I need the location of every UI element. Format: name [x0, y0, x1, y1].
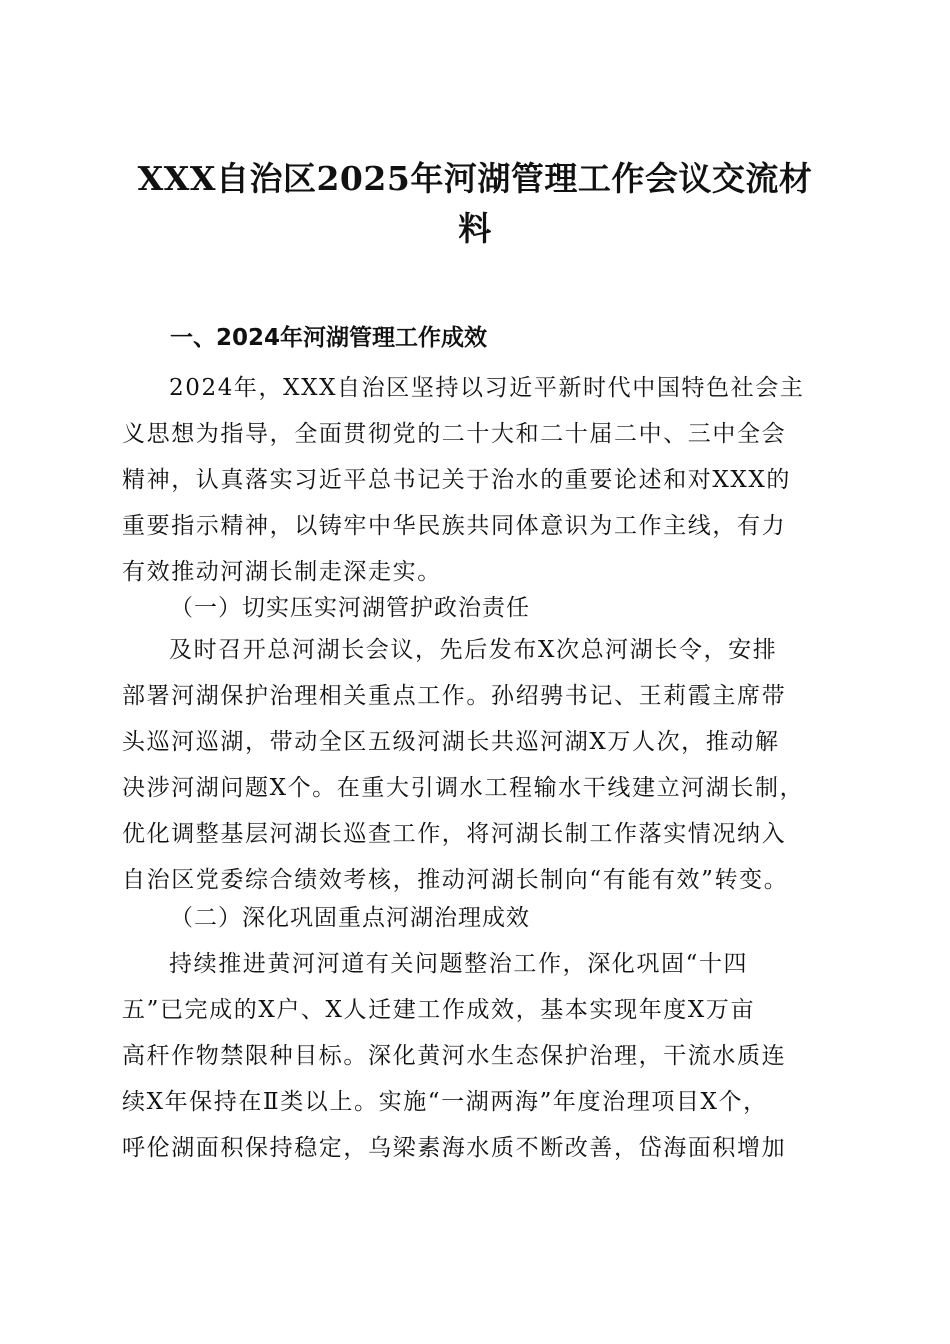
- document-title: [110, 154, 840, 254]
- paragraph-line: 头巡河巡湖，带动全区五级河湖长共巡河湖X万人次，推动解: [122, 729, 780, 755]
- subsection-heading: （二）深化巩固重点河湖治理成效: [170, 905, 530, 931]
- paragraph-line: 优化调整基层河湖长巡查工作，将河湖长制工作落实情况纳入: [122, 821, 787, 847]
- paragraph-line: 决涉河湖问题X个。在重大引调水工程输水干线建立河湖长制，: [122, 775, 805, 801]
- intro-paragraph: [122, 365, 827, 595]
- paragraph-line: 高秆作物禁限种目标。深化黄河水生态保护治理，干流水质连: [122, 1043, 787, 1069]
- paragraph-line: 及时召开总河湖长会议，先后发布X次总河湖长令，安排: [169, 637, 778, 663]
- paragraph-line: 部署河湖保护治理相关重点工作。孙绍骋书记、王莉霞主席带: [122, 683, 787, 709]
- paragraph-line: 有效推动河湖长制走深走实。: [122, 559, 442, 585]
- paragraph-line: 重要指示精神，以铸牢中华民族共同体意识为工作主线，有力: [122, 513, 787, 539]
- paragraph-line: 续X年保持在Ⅱ类以上。实施“一湖两海”年度治理项目X个，: [122, 1089, 768, 1115]
- subsection-paragraph: [122, 941, 827, 1171]
- paragraph-line: 精神，认真落实习近平总书记关于治水的重要论述和对XXX的: [122, 467, 791, 493]
- paragraph-line: 自治区党委综合绩效考核，推动河湖长制向“有能有效”转变。: [122, 867, 789, 893]
- title-line: XXX自治区2025年河湖管理工作会议交流材: [137, 159, 813, 198]
- paragraph-line: 2024年，XXX自治区坚持以习近平新时代中国特色社会主: [169, 375, 805, 401]
- paragraph-line: 义思想为指导，全面贯彻党的二十大和二十届二中、三中全会: [122, 421, 787, 447]
- title-line: 料: [458, 209, 492, 248]
- paragraph-line: 持续推进黄河河道有关问题整治工作，深化巩固“十四: [169, 951, 749, 977]
- subsection-heading: （一）切实压实河湖管护政治责任: [170, 595, 530, 621]
- paragraph-line: 五”已完成的X户、X人迁建工作成效，基本实现年度X万亩: [122, 997, 756, 1023]
- subsection-paragraph: [122, 627, 827, 903]
- paragraph-line: 呼伦湖面积保持稳定，乌梁素海水质不断改善，岱海面积增加: [122, 1135, 787, 1161]
- section-heading: 一、2024年河湖管理工作成效: [170, 325, 488, 351]
